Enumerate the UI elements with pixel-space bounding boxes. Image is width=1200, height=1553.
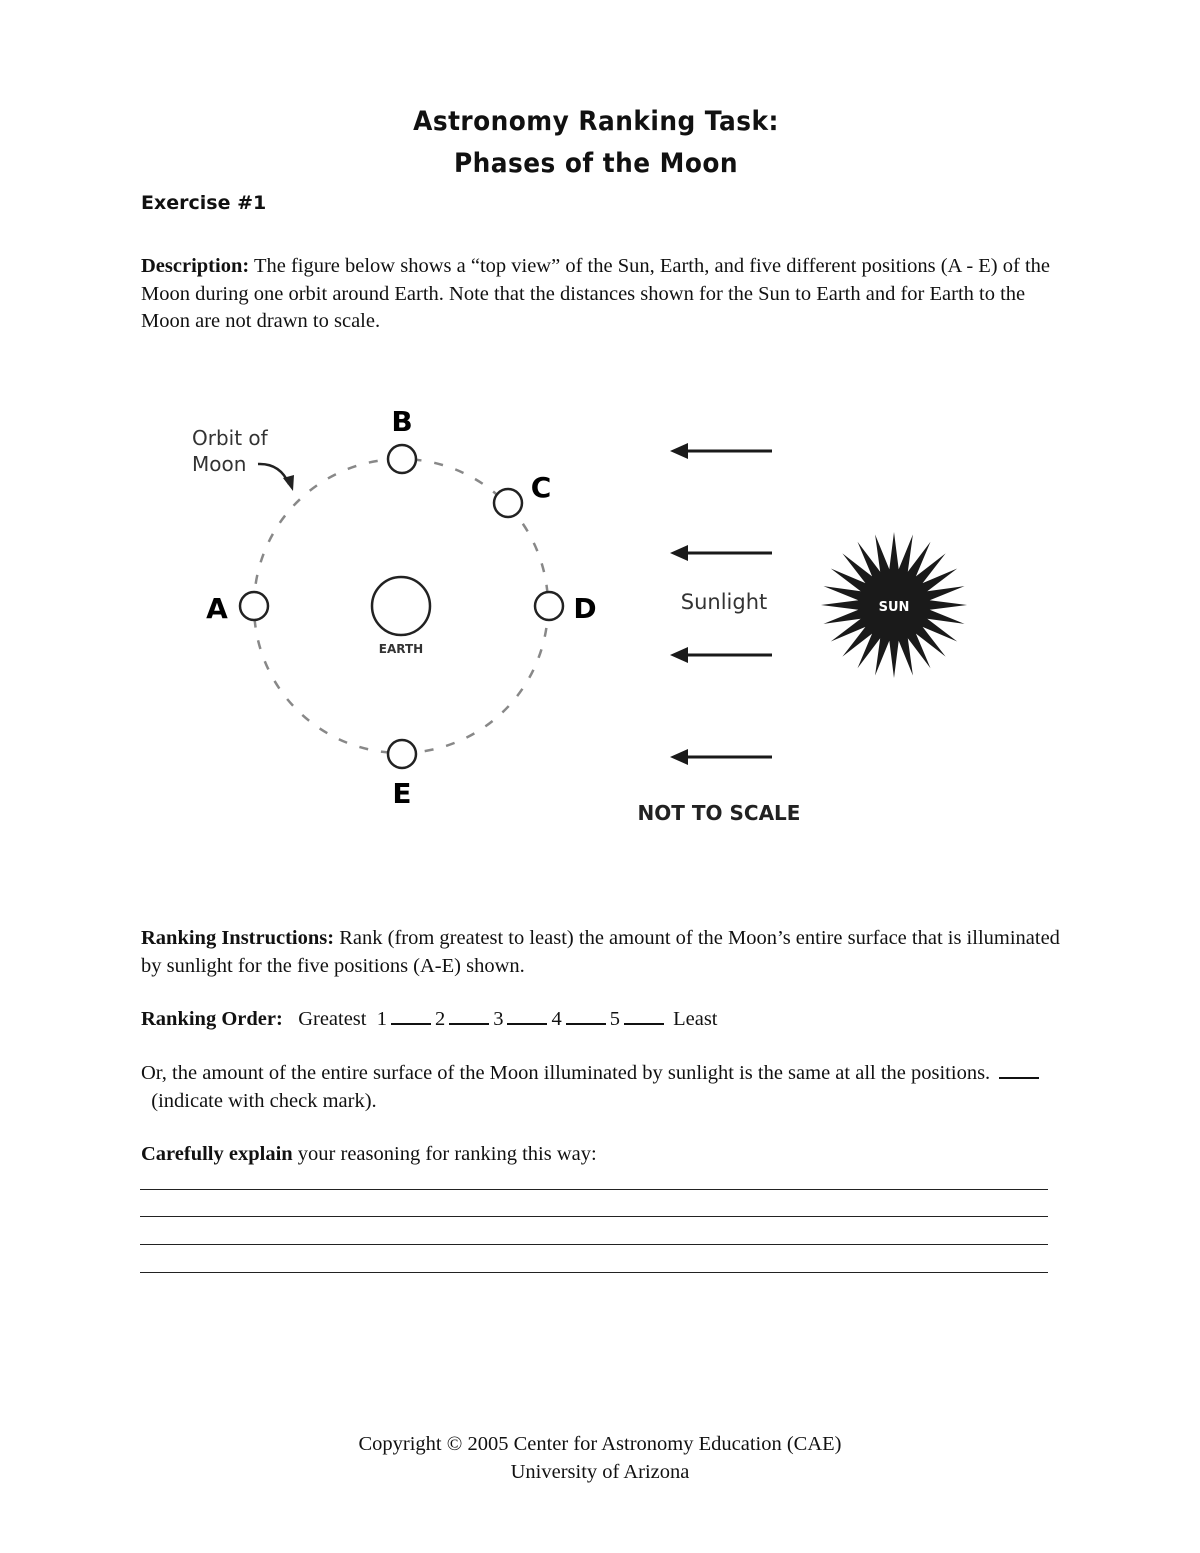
institution: University of Arizona <box>510 1461 690 1483</box>
exercise-heading: Exercise #1 <box>141 192 267 214</box>
arrow-left-icon <box>670 647 688 663</box>
rank-number: 3 <box>493 1008 504 1030</box>
moon-c <box>494 489 522 517</box>
alternative-text: Or, the amount of the entire surface of the Moon illuminated by sunlight is the same at all the positions. <box>141 1062 991 1084</box>
explain-label: Carefully explain <box>141 1143 293 1165</box>
answer-line[interactable] <box>140 1216 1048 1217</box>
earth-label: EARTH <box>378 642 424 656</box>
rank-blank-3[interactable] <box>507 1005 547 1025</box>
rank-blank-5[interactable] <box>624 1005 664 1025</box>
answer-line[interactable] <box>140 1272 1048 1273</box>
rank-number: 2 <box>434 1008 446 1030</box>
not-to-scale-note: NOT TO SCALE <box>637 801 801 825</box>
page-subtitle: Phases of the Moon <box>453 148 739 179</box>
instructions-text: Rank (from greatest to least) the amount of the Moon’s entire surface that is illuminated by sunlight for the five positions (A-E) shown. <box>141 927 1060 977</box>
rank-blank-2[interactable] <box>449 1005 489 1025</box>
description-text: The figure below shows a “top view” of the Sun, Earth, and five different positions (A - E) of the Moon during one orbit around Earth. Note that the distances shown for the Sun to Earth and for Earth to the Moon are not drawn to scale. <box>141 255 1051 332</box>
moon-a <box>240 592 268 620</box>
instructions-label: Ranking Instructions: <box>141 927 335 949</box>
moon-d <box>535 592 563 620</box>
moon-b <box>388 445 416 473</box>
label-a: A <box>206 592 228 625</box>
label-e: E <box>392 777 412 810</box>
least-label: Least <box>673 1008 718 1030</box>
moon-e <box>388 740 416 768</box>
description-label: Description: <box>141 255 250 277</box>
orbit-label-2: Moon <box>192 452 247 476</box>
orbit-pointer-arrow <box>258 464 289 484</box>
sun-label: SUN <box>878 600 910 615</box>
rank-number: 1 <box>376 1008 387 1030</box>
same-check-blank[interactable] <box>999 1059 1039 1079</box>
label-d: D <box>573 592 597 625</box>
sunlight-label: Sunlight <box>680 590 768 614</box>
answer-line[interactable] <box>140 1189 1048 1190</box>
arrow-left-icon <box>670 545 688 561</box>
page-title: Astronomy Ranking Task: <box>413 106 779 137</box>
rank-blank-4[interactable] <box>566 1005 606 1025</box>
explain-prompt <box>141 1141 1061 1169</box>
rank-number: 4 <box>551 1008 562 1030</box>
rank-blank-1[interactable] <box>391 1005 431 1025</box>
explain-text: your reasoning for ranking this way: <box>292 1143 597 1165</box>
earth <box>372 577 430 635</box>
ranking-label: Ranking Order: <box>141 1008 283 1030</box>
answer-line[interactable] <box>140 1244 1048 1245</box>
ranking-instructions <box>141 925 1061 980</box>
alternative-note: (indicate with check mark). <box>151 1089 377 1112</box>
label-b: B <box>391 405 413 438</box>
copyright: Copyright © 2005 Center for Astronomy Education (CAE) <box>358 1433 842 1455</box>
orbit-label-1: Orbit of <box>192 426 268 450</box>
greatest-label: Greatest <box>298 1008 367 1030</box>
arrow-left-icon <box>670 443 688 459</box>
same-alternative <box>141 1059 1061 1115</box>
rank-number: 5 <box>609 1008 620 1030</box>
arrow-left-icon <box>670 749 688 765</box>
ranking-order <box>141 1005 1061 1034</box>
label-c: C <box>530 471 552 504</box>
